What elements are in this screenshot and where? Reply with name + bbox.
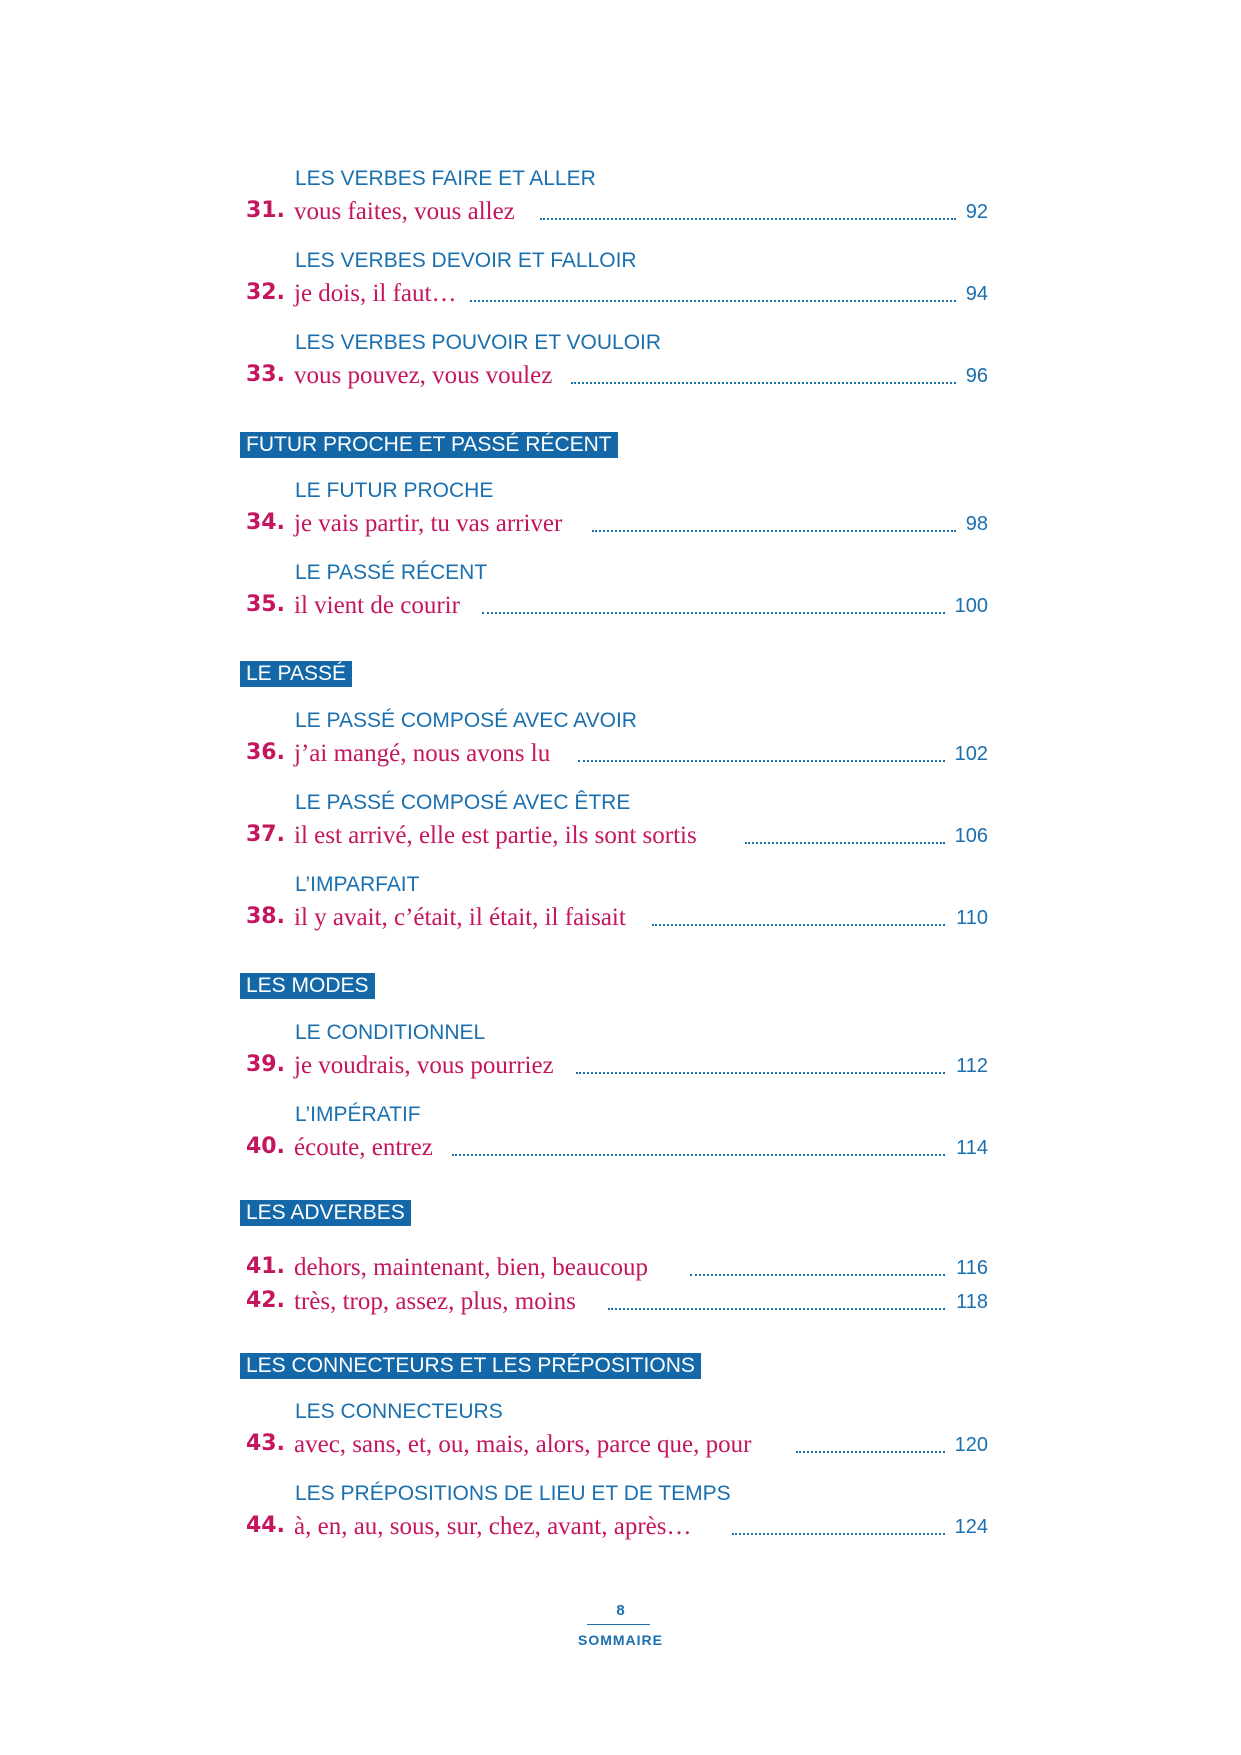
dot-leader	[540, 218, 956, 220]
toc-subtitle: LES PRÉPOSITIONS DE LIEU ET DE TEMPS	[295, 1482, 731, 1505]
entry-page-number: 98	[965, 513, 988, 535]
entry-title: il vient de courir	[294, 592, 460, 619]
entry-title: vous pouvez, vous voulez	[294, 362, 553, 389]
dot-leader	[576, 1072, 945, 1074]
entry-title: écoute, entrez	[294, 1134, 433, 1161]
toc-entry[interactable]	[0, 510, 1241, 544]
footer-page-number: 8	[616, 1602, 625, 1619]
entry-title: à, en, au, sous, sur, chez, avant, après…	[294, 1513, 692, 1540]
toc-subtitle: LES CONNECTEURS	[295, 1400, 503, 1423]
entry-number: 36.	[246, 740, 285, 765]
entry-number: 40.	[246, 1134, 285, 1159]
entry-page-number: 106	[954, 825, 988, 847]
entry-number: 39.	[246, 1052, 285, 1077]
toc-subtitle: LES VERBES DEVOIR ET FALLOIR	[295, 249, 637, 272]
entry-title: j’ai mangé, nous avons lu	[294, 740, 551, 767]
entry-page-number: 112	[956, 1055, 988, 1077]
entry-number: 41.	[246, 1254, 285, 1279]
toc-entry[interactable]	[0, 362, 1241, 396]
toc-entry[interactable]	[0, 1254, 1241, 1288]
toc-entry[interactable]	[0, 280, 1241, 314]
entry-number: 43.	[246, 1431, 285, 1456]
toc-subtitle: LE FUTUR PROCHE	[295, 479, 494, 502]
footer-rule	[587, 1624, 650, 1625]
entry-title: il y avait, c’était, il était, il faisait	[294, 904, 626, 931]
entry-title: il est arrivé, elle est partie, ils sont sortis	[294, 822, 697, 849]
entry-number: 38.	[246, 904, 285, 929]
dot-leader	[732, 1533, 945, 1535]
dot-leader	[571, 382, 956, 384]
toc-entry[interactable]	[0, 1134, 1241, 1168]
entry-page-number: 92	[965, 201, 988, 223]
toc-entry[interactable]	[0, 1288, 1241, 1322]
entry-page-number: 100	[954, 595, 988, 617]
toc-entry[interactable]	[0, 592, 1241, 626]
toc-entry[interactable]	[0, 198, 1241, 232]
toc-subtitle: LE PASSÉ RÉCENT	[295, 561, 488, 584]
entry-number: 31.	[246, 198, 285, 223]
section-heading: LES ADVERBES	[240, 1200, 411, 1226]
footer-label: SOMMAIRE	[578, 1632, 663, 1648]
dot-leader	[592, 530, 956, 532]
toc-subtitle: LES VERBES FAIRE ET ALLER	[295, 167, 596, 190]
entry-title: dehors, maintenant, bien, beaucoup	[294, 1254, 649, 1281]
entry-number: 34.	[246, 510, 285, 535]
dot-leader	[745, 842, 945, 844]
toc-entry[interactable]	[0, 1052, 1241, 1086]
dot-leader	[470, 300, 956, 302]
entry-title: je dois, il faut…	[294, 280, 457, 307]
entry-page-number: 110	[956, 907, 988, 929]
toc-subtitle: LE PASSÉ COMPOSÉ AVEC AVOIR	[295, 709, 637, 732]
entry-page-number: 118	[956, 1291, 988, 1313]
toc-subtitle: L’IMPARFAIT	[295, 873, 420, 896]
dot-leader	[482, 612, 945, 614]
entry-number: 37.	[246, 822, 285, 847]
dot-leader	[608, 1308, 945, 1310]
entry-title: très, trop, assez, plus, moins	[294, 1288, 576, 1315]
toc-entry[interactable]	[0, 1431, 1241, 1465]
toc-subtitle: LES VERBES POUVOIR ET VOULOIR	[295, 331, 662, 354]
entry-number: 33.	[246, 362, 285, 387]
toc-subtitle: LE PASSÉ COMPOSÉ AVEC ÊTRE	[295, 791, 631, 814]
toc-entry[interactable]	[0, 904, 1241, 938]
entry-page-number: 114	[956, 1137, 988, 1159]
toc-subtitle: LE CONDITIONNEL	[295, 1021, 486, 1044]
section-heading: LE PASSÉ	[240, 661, 352, 687]
section-heading: LES MODES	[240, 973, 375, 999]
entry-number: 44.	[246, 1513, 285, 1538]
entry-page-number: 96	[965, 365, 988, 387]
dot-leader	[796, 1451, 945, 1453]
entry-title: avec, sans, et, ou, mais, alors, parce que, pour	[294, 1431, 752, 1458]
entry-title: je voudrais, vous pourriez	[294, 1052, 554, 1079]
entry-page-number: 120	[954, 1434, 988, 1456]
toc-entry[interactable]	[0, 822, 1241, 856]
dot-leader	[690, 1274, 945, 1276]
entry-number: 35.	[246, 592, 285, 617]
entry-page-number: 102	[954, 743, 988, 765]
section-heading: LES CONNECTEURS ET LES PRÉPOSITIONS	[240, 1353, 701, 1379]
entry-title: vous faites, vous allez	[294, 198, 515, 225]
entry-title: je vais partir, tu vas arriver	[294, 510, 563, 537]
entry-number: 42.	[246, 1288, 285, 1313]
toc-entry[interactable]	[0, 740, 1241, 774]
section-heading: FUTUR PROCHE ET PASSÉ RÉCENT	[240, 432, 618, 458]
entry-number: 32.	[246, 280, 285, 305]
entry-page-number: 124	[954, 1516, 988, 1538]
entry-page-number: 116	[956, 1257, 988, 1279]
dot-leader	[652, 924, 945, 926]
dot-leader	[452, 1154, 945, 1156]
dot-leader	[578, 760, 945, 762]
toc-entry[interactable]	[0, 1513, 1241, 1547]
entry-page-number: 94	[965, 283, 988, 305]
toc-subtitle: L’IMPÉRATIF	[295, 1103, 421, 1126]
